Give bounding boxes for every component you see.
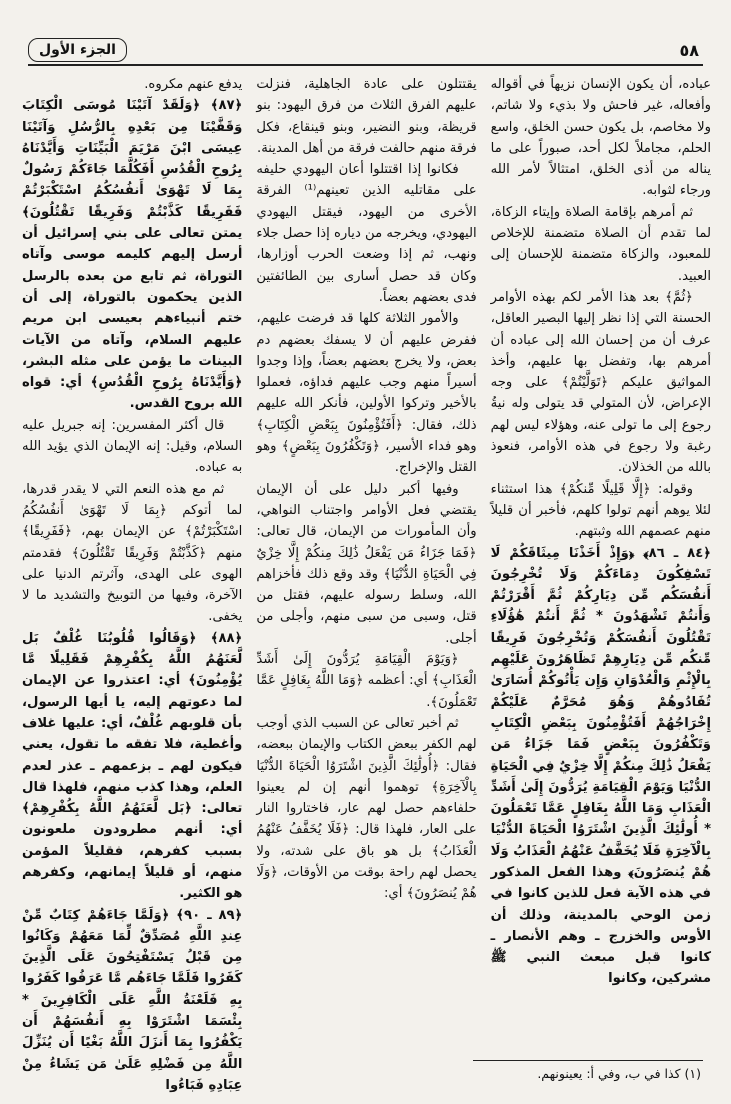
page-number: ٥٨ [679,40,699,60]
paragraph: ﴿وَيَوْمَ الْقِيَامَةِ يُرَدُّونَ إِلَىٰ أَشَدِّ الْعَذَابِ﴾ أي: أعظمه ﴿وَمَا اللَّهُ بِغَافِلٍ عَمَّا تَعْمَلُونَ﴾. [256,652,477,710]
paragraph: فكانوا إذا اقتتلوا أعان اليهودي حليفه على مقاتليه الذين تعينهم⁽¹⁾ الفرقة الأخرى من اليهود، فيقتل اليهودي اليهودي، ويخرجه من دياره إذا حصل جلاء ونهب، ثم إذا وضعت الحرب أوزارها، وكان قد حصل أسارى بين الطائفتين فدى بعضهم بعضاً. [256,162,477,305]
verse-paragraph: ﴿٨٩ ـ ٩٠﴾ ﴿وَلَمَّا جَاءَهُمْ كِتَابٌ مِّنْ عِندِ اللَّهِ مُصَدِّقٌ لِّمَا مَعَهُمْ وَكَانُوا مِن قَبْلُ يَسْتَفْتِحُونَ عَلَى الَّذِينَ كَفَرُوا فَلَمَّا جَاءَهُم مَّا عَرَفُوا كَفَرُوا بِهِ فَلَعْنَةُ اللَّهِ عَلَى الْكَافِرِينَ * بِئْسَمَا اشْتَرَوْا بِهِ أَنفُسَهُمْ أَن يَكْفُرُوا بِمَا أَنزَلَ اللَّهُ بَغْيًا أَن يُنَزِّلَ اللَّهُ مِن فَضْلِهِ عَلَىٰ مَن يَشَاءُ مِنْ عِبَادِهِ فَبَاءُوا [22,907,243,1093]
paragraph: ثم أخبر تعالى عن السبب الذي أوجب لهم الكفر ببعض الكتاب والإيمان ببعضه، فقال: ﴿أُولَٰئِكَ الَّذِينَ اشْتَرَوُا الْحَيَاةَ الدُّنْيَا بِالْآخِرَةِ﴾ توهموا أنهم إن لم يعينوا حلفاءهم حصل لهم عار، فاختاروا النار على العار، فلهذا قال: ﴿فَلَا يُخَفَّفُ عَنْهُمُ الْعَذَابُ﴾ بل هو باق على شدته، ولا يحصل لهم راحة بوقت من الأوقات، ﴿وَلَا هُمْ يُنصَرُونَ﴾ أي: [256,715,477,902]
verse-paragraph: ﴿٨٧﴾ ﴿وَلَقَدْ آتَيْنَا مُوسَى الْكِتَابَ وَقَفَّيْنَا مِن بَعْدِهِ بِالرُّسُلِ وَآتَيْنَا عِيسَى ابْنَ مَرْيَمَ الْبَيِّنَاتِ وَأَيَّدْنَاهُ بِرُوحِ الْقُدُسِ أَفَكُلَّمَا جَاءَكُمْ رَسُولٌ بِمَا لَا تَهْوَىٰ أَنفُسُكُمُ اسْتَكْبَرْتُمْ فَفَرِيقًا كَذَّبْتُمْ وَفَرِيقًا تَقْتُلُونَ﴾ يمتن تعالى على بني إسرائيل أن أرسل إليهم كليمه موسى وآتاه التوراة، ثم تابع من بعده بالرسل الذين يحكمون بالتوراة، إلى أن ختم أنبياءهم بعيسى ابن مريم عليهم السلام، وآتاه من الآيات البينات ما يؤمن على مثله البشر، ﴿وَأَيَّدْنَاهُ بِرُوحِ الْقُدُسِ﴾ أي: قواه الله بروح القدس. [22,98,243,412]
column-left [22,74,243,1093]
verse-paragraph: ﴿٨٨﴾ ﴿وَقَالُوا قُلُوبُنَا غُلْفٌ بَل لَّعَنَهُمُ اللَّهُ بِكُفْرِهِمْ فَقَلِيلًا مَّا يُؤْمِنُونَ﴾ أي: اعتذروا عن الإيمان لما دعوتهم إليه، يا أيها الرسول، بأن قلوبهم غُلْفٌ، أي: عليها غلاف وأغطية، فلا تفقه ما تقول، يعني فيكون لهم ـ بزعمهم ـ عذر لعدم العلم، وهذا كذب منهم، فلهذا قال تعالى: ﴿بَل لَّعَنَهُمُ اللَّهُ بِكُفْرِهِمْ﴾ أي: أنهم مطرودون ملعونون بسبب كفرهم، فقليلاً المؤمن منهم، أو قليلاً إيمانهم، وكفرهم هو الكثير. [22,630,243,902]
column-middle [256,74,476,1034]
page-header [28,36,703,64]
paragraph: والأمور الثلاثة كلها قد فرضت عليهم، ففرض عليهم أن لا يسفك بعضهم دم بعض، ولا يخرج بعضهم بعضاً، وإذا وجدوا أسيراً منهم وجب عليهم فداؤه، فعملوا بالأخير وتركوا الأولين، فأنكر الله عليهم ذلك، فقال: ﴿أَفَتُؤْمِنُونَ بِبَعْضِ الْكِتَابِ﴾ وهو فداء الأسير، ﴿وَتَكْفُرُونَ بِبَعْضٍ﴾ وهو القتل والإخراج. [256,311,477,476]
column-right [491,74,711,1034]
paragraph: يقتتلون على عادة الجاهلية، فنزلت عليهم الفرق الثلاث من فرق اليهود: بنو قريظة، وبنو النضير، وبنو قينقاع، فكل فرقة منهم حالفت فرقة من أهل المدينة. [256,77,477,156]
footnote-divider [473,1060,703,1061]
running-title: الجزء الأول [28,38,127,62]
header-divider [28,64,703,66]
paragraph: وفيها أكبر دليل على أن الإيمان يقتضي فعل الأوامر واجتناب النواهي، وأن المأمورات من الإيمان، قال تعالى: ﴿فَمَا جَزَاءُ مَن يَفْعَلُ ذَٰلِكَ مِنكُمْ إِلَّا خِزْيٌ فِي الْحَيَاةِ الدُّنْيَا﴾ وقد وقع ذلك فأخزاهم الله، وسلط رسوله عليهم، فقتل من قتل، وسبى من سبى منهم، وأجلى من أجلى. [256,481,477,646]
paragraph: ثم مع هذه النعم التي لا يقدر قدرها، لما أتوكم ﴿بِمَا لَا تَهْوَىٰ أَنفُسُكُمُ اسْتَكْبَرْتُمْ﴾ عن الإيمان بهم، ﴿فَفَرِيقًا﴾ منهم ﴿كَذَّبْتُمْ وَفَرِيقًا تَقْتُلُونَ﴾ فقدمتم الهوى على الهدى، وآثرتم الدنيا على الآخرة، وفيها من التوبيخ والتشديد ما لا يخفى. [22,481,243,625]
paragraph: ثم أمرهم بإقامة الصلاة وإيتاء الزكاة، لما تقدم أن الصلاة متضمنة للإخلاص للمعبود، والزكاة متضمنة للإحسان إلى العبيد. [490,204,711,284]
footnote: (١) كذا في ب، وفي أ: يعينونهم. [537,1066,701,1081]
verse-paragraph: ﴿٨٤ ـ ٨٦﴾ ﴿وَإِذْ أَخَذْنَا مِيثَاقَكُمْ لَا تَسْفِكُونَ دِمَاءَكُمْ وَلَا تُخْرِجُونَ أَنفُسَكُم مِّن دِيَارِكُمْ ثُمَّ أَقْرَرْتُمْ وَأَنتُمْ تَشْهَدُونَ * ثُمَّ أَنتُمْ هَٰؤُلَاءِ تَقْتُلُونَ أَنفُسَكُمْ وَتُخْرِجُونَ فَرِيقًا مِّنكُم مِّن دِيَارِهِمْ تَظَاهَرُونَ عَلَيْهِم بِالْإِثْمِ وَالْعُدْوَانِ وَإِن يَأْتُوكُمْ أُسَارَىٰ تُفَادُوهُمْ وَهُوَ مُحَرَّمٌ عَلَيْكُمْ إِخْرَاجُهُمْ أَفَتُؤْمِنُونَ بِبَعْضِ الْكِتَابِ وَتَكْفُرُونَ بِبَعْضٍ فَمَا جَزَاءُ مَن يَفْعَلُ ذَٰلِكَ مِنكُمْ إِلَّا خِزْيٌ فِي الْحَيَاةِ الدُّنْيَا وَيَوْمَ الْقِيَامَةِ يُرَدُّونَ إِلَىٰ أَشَدِّ الْعَذَابِ وَمَا اللَّهُ بِغَافِلٍ عَمَّا تَعْمَلُونَ * أُولَٰئِكَ الَّذِينَ اشْتَرَوُا الْحَيَاةَ الدُّنْيَا بِالْآخِرَةِ فَلَا يُخَفَّفُ عَنْهُمُ الْعَذَابُ وَلَا هُمْ يُنصَرُونَ﴾ وهذا الفعل المذكور في هذه الآية فعل للذين كانوا في زمن الوحي بالمدينة، وذلك أن الأوس والخزرج ـ وهم الأنصار ـ كانوا قبل مبعث النبي ﷺ مشركين، وكانوا [490,545,711,987]
paragraph: عباده، أن يكون الإنسان نزيهاً في أقواله وأفعاله، غير فاحش ولا بذيء ولا شاتم، ولا مخاصم، بل يكون حسن الخلق، واسع الحلم، مجاملاً لكل أحد، صبوراً على ما يناله من أذى الخلق، امتثالاً لأمر الله ورجاء لثوابه. [490,77,711,199]
paragraph: ﴿ثُمَّ﴾ بعد هذا الأمر لكم بهذه الأوامر الحسنة التي إذا نظر إليها البصير العاقل، عرف أن من إحسان الله إلى عباده أن أمرهم بها، وتفضل بها عليهم، وأخذ المواثيق عليكم ﴿تَوَلَّيْتُمْ﴾ على وجه الإعراض، لأن المتولي قد يتولى وله نيةُ رجوع إلى ما تولى عنه، وهؤلاء ليس لهم رغبة ولا رجوع في هذه الأوامر، فنعوذ بالله من الخذلان. [490,289,711,476]
paragraph: قال أكثر المفسرين: إنه جبريل عليه السلام، وقيل: إنه الإيمان الذي يؤيد الله به عباده. [22,417,243,476]
paragraph: وقوله: ﴿إِلَّا قَلِيلًا مِّنكُمْ﴾ هذا استثناء لئلا يوهم أنهم تولوا كلهم، فأخبر أن قليلاً منهم عصمهم الله وثبتهم. [490,481,711,540]
paragraph: يدفع عنهم مكروه. [144,77,243,92]
